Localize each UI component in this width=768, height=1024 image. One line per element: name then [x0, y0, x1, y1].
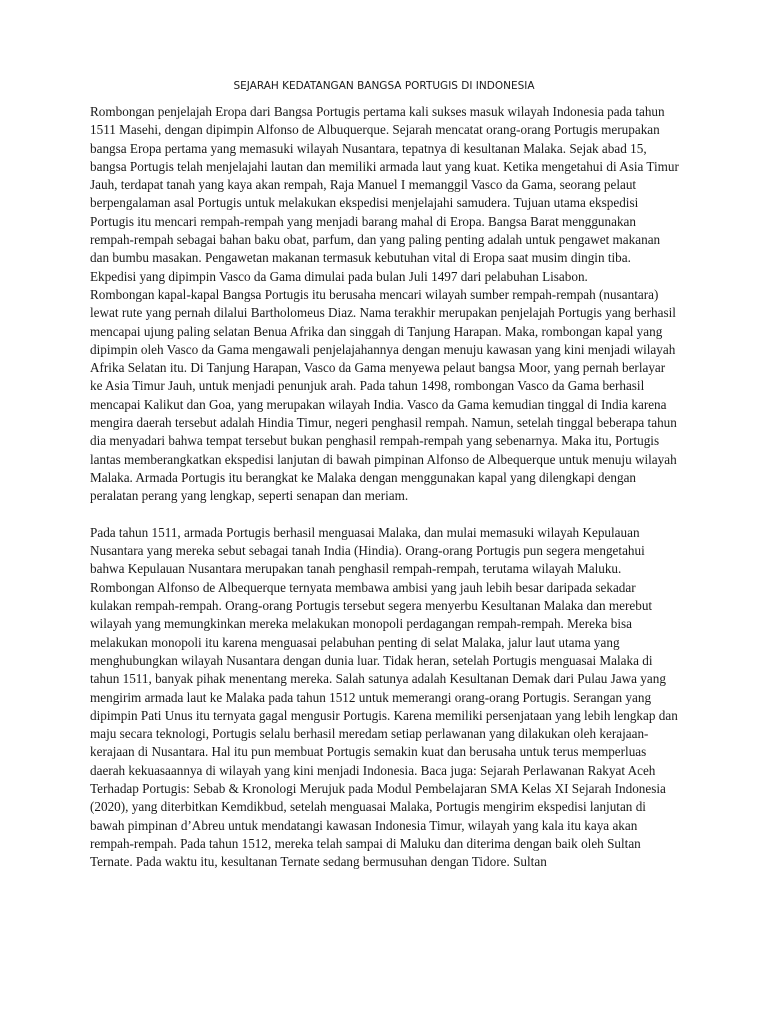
paragraph-3: Pada tahun 1511, armada Portugis berhasil menguasai Malaka, dan mulai memasuki wilayah Kepulauan Nusantara yang mereka sebut sebagai tanah India (Hindia). Orang-orang Portugis pun segera mengetahui bahwa Kepulauan Nusantara merupakan tanah penghasil rempah-rempah, terutama wilayah Maluku. Rombongan Alfonso de Albequerque ternyata membawa ambisi yang jauh lebih besar daripada sekadar kulakan rempah-rempah. Orang-orang Portugis tersebut segera menyerbu Kesultanan Malaka dan merebut wilayah yang memungkinkan mereka melakukan monopoli perdagangan rempah-rempah. Mereka bisa melakukan monopoli itu karena menguasai pelabuhan penting di selat Malaka, jalur laut utama yang menghubungkan wilayah Nusantara dengan dunia luar. Tidak heran, setelah Portugis menguasai Malaka di tahun 1511, banyak pihak menentang mereka. Salah satunya adalah Kesultanan Demak dari Pulau Jawa yang mengirim armada laut ke Malaka pada tahun 1512 untuk memerangi orang-orang Portugis. Serangan yang dipimpin Pati Unus itu ternyata gagal mengusir Portugis. Karena memiliki persenjataan yang lebih lengkap dan maju secara teknologi, Portugis selalu berhasil meredam setiap perlawanan yang dilakukan oleh kerajaan-kerajaan di Nusantara. Hal itu pun membuat Portugis semakin kuat dan berusaha untuk terus memperluas daerah kekuasaannya di wilayah yang kini menjadi Indonesia. Baca juga: Sejarah Perlawanan Rakyat Aceh Terhadap Portugis: Sebab & Kronologi Merujuk pada Modul Pembelajaran SMA Kelas XI Sejarah Indonesia (2020), yang diterbitkan Kemdikbud, setelah menguasai Malaka, Portugis mengirim ekspedisi lanjutan di bawah pimpinan d’Abreu untuk mendatangi kawasan Indonesia Timur, wilayah yang kala itu kaya akan rempah-rempah. Pada tahun 1512, mereka telah sampai di Maluku dan diterima dengan baik oleh Sultan Ternate. Pada waktu itu, kesultanan Ternate sedang bermusuhan dengan Tidore. Sultan	[90, 524, 678, 870]
document-title: SEJARAH KEDATANGAN BANGSA PORTUGIS DI INDONESIA	[233, 80, 535, 92]
paragraph-1: Rombongan penjelajah Eropa dari Bangsa Portugis pertama kali sukses masuk wilayah Indonesia pada tahun 1511 Masehi, dengan dipimpin Alfonso de Albuquerque. Sejarah mencatat orang-orang Portugis merupakan bangsa Eropa pertama yang memasuki wilayah Nusantara, tepatnya di kesultanan Malaka. Sejak abad 15, bangsa Portugis telah menjelajahi lautan dan memiliki armada laut yang kuat. Ketika mengetahui di Asia Timur Jauh, terdapat tanah yang kaya akan rempah, Raja Manuel I memanggil Vasco da Gama, seorang pelaut berpengalaman asal Portugis untuk melakukan ekspedisi menjelajahi samudera. Tujuan utama ekspedisi Portugis itu mencari rempah-rempah yang menjadi barang mahal di Eropa. Bangsa Barat menggunakan rempah-rempah sebagai bahan baku obat, parfum, dan yang paling penting adalah untuk pengawet makanan dan bumbu masakan. Pengawetan makanan termasuk kebutuhan vital di Eropa saat musim dingin tiba. Ekpedisi yang dipimpin Vasco da Gama dimulai pada bulan Juli 1497 dari pelabuhan Lisabon.	[90, 104, 679, 284]
paragraph-2: Rombongan kapal-kapal Bangsa Portugis itu berusaha mencari wilayah sumber rempah-rempah (nusantara) lewat rute yang pernah dilalui Bartholomeus Diaz. Nama terakhir merupakan penjelajah Portugis yang berhasil mencapai ujung paling selatan Benua Afrika dan singgah di Tanjung Harapan. Maka, rombongan kapal yang dipimpin oleh Vasco da Gama mengawali penjelajahannya dengan menuju kawasan yang kini menjadi wilayah Afrika Selatan itu. Di Tanjung Harapan, Vasco da Gama menyewa pelaut bangsa Moor, yang pernah berlayar ke Asia Timur Jauh, untuk menjadi penunjuk arah. Pada tahun 1498, rombongan Vasco da Gama berhasil mencapai Kalikut dan Goa, yang merupakan wilayah India. Vasco da Gama kemudian tinggal di India karena mengira daerah tersebut adalah Hindia Timur, negeri penghasil rempah. Namun, setelah tinggal beberapa tahun dia menyadari bahwa tempat tersebut bukan penghasil rempah-rempah yang sebenarnya. Maka itu, Portugis lantas memberangkatkan ekspedisi lanjutan di bawah pimpinan Alfonso de Albequerque untuk menuju wilayah Malaka. Armada Portugis itu berangkat ke Malaka dengan menggunakan kapal yang dilengkapi dengan peralatan perang yang lengkap, seperti senapan dan meriam.	[90, 286, 677, 504]
document-body	[90, 103, 680, 871]
